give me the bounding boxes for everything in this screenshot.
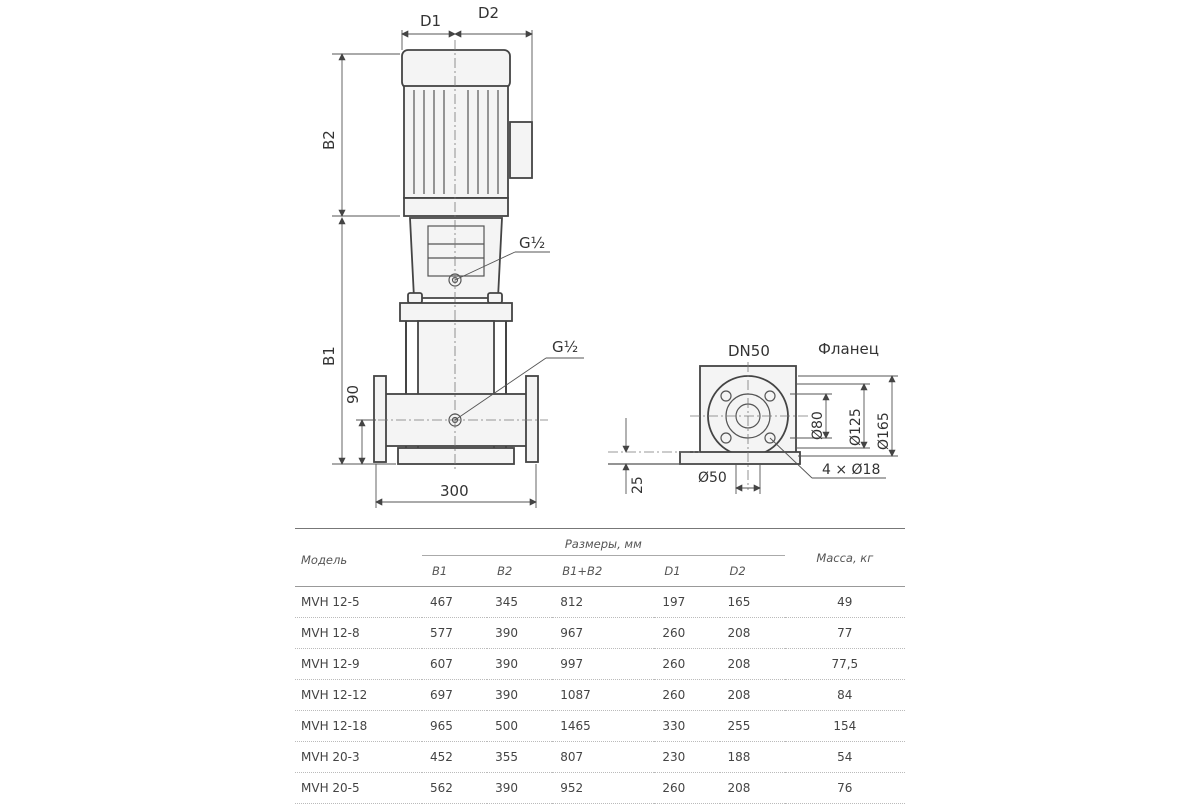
cell-mass: 77 bbox=[785, 618, 905, 649]
header-col-d1: D1 bbox=[664, 564, 681, 578]
label-g-top: G½ bbox=[519, 234, 546, 252]
label-d2: D2 bbox=[478, 4, 500, 22]
cell-b1b2: 1087 bbox=[552, 680, 654, 711]
cell-b1: 562 bbox=[422, 773, 487, 804]
cell-b2: 390 bbox=[487, 649, 552, 680]
table-row bbox=[295, 773, 905, 804]
pump-front-view bbox=[360, 40, 548, 470]
cell-model: MVH 12-8 bbox=[295, 618, 422, 649]
cell-d1: 260 bbox=[654, 680, 719, 711]
label-d50: Ø50 bbox=[698, 470, 727, 486]
label-d165: Ø165 bbox=[876, 412, 892, 450]
cell-mass: 76 bbox=[785, 773, 905, 804]
cell-b1b2: 997 bbox=[552, 649, 654, 680]
cell-d1: 260 bbox=[654, 649, 719, 680]
cell-mass: 49 bbox=[785, 587, 905, 618]
dimensions-table bbox=[295, 528, 905, 804]
cell-d2: 208 bbox=[720, 773, 785, 804]
label-d80: Ø80 bbox=[810, 411, 826, 440]
cell-mass: 84 bbox=[785, 680, 905, 711]
cell-d1: 260 bbox=[654, 618, 719, 649]
cell-b1b2: 1465 bbox=[552, 711, 654, 742]
cell-model: MVH 12-18 bbox=[295, 711, 422, 742]
cell-model: MVH 12-12 bbox=[295, 680, 422, 711]
cell-d2: 188 bbox=[720, 742, 785, 773]
header-col-b2: B2 bbox=[497, 564, 513, 578]
cell-b1: 452 bbox=[422, 742, 487, 773]
cell-b1: 607 bbox=[422, 649, 487, 680]
cell-d2: 165 bbox=[720, 587, 785, 618]
header-model: Модель bbox=[301, 553, 348, 567]
header-dimensions: Размеры, мм bbox=[422, 529, 785, 556]
cell-b2: 355 bbox=[487, 742, 552, 773]
cell-d1: 230 bbox=[654, 742, 719, 773]
cell-b1b2: 952 bbox=[552, 773, 654, 804]
cell-b1: 467 bbox=[422, 587, 487, 618]
cell-d2: 208 bbox=[720, 618, 785, 649]
cell-d2: 255 bbox=[720, 711, 785, 742]
cell-model: MVH 12-5 bbox=[295, 587, 422, 618]
cell-b2: 345 bbox=[487, 587, 552, 618]
table-row bbox=[295, 711, 905, 742]
table-row bbox=[295, 587, 905, 618]
cell-b1b2: 812 bbox=[552, 587, 654, 618]
label-b1: B1 bbox=[320, 346, 338, 366]
table-row bbox=[295, 618, 905, 649]
cell-b2: 390 bbox=[487, 680, 552, 711]
label-25: 25 bbox=[630, 476, 646, 494]
header-col-b1: B1 bbox=[432, 564, 448, 578]
label-holes: 4 × Ø18 bbox=[822, 462, 881, 478]
cell-b1: 965 bbox=[422, 711, 487, 742]
cell-b1b2: 967 bbox=[552, 618, 654, 649]
cell-b2: 500 bbox=[487, 711, 552, 742]
label-g-bottom: G½ bbox=[552, 338, 579, 356]
table-row bbox=[295, 649, 905, 680]
cell-b2: 390 bbox=[487, 618, 552, 649]
cell-d2: 208 bbox=[720, 649, 785, 680]
cell-d1: 260 bbox=[654, 773, 719, 804]
cell-b2: 390 bbox=[487, 773, 552, 804]
cell-b1b2: 807 bbox=[552, 742, 654, 773]
cell-mass: 54 bbox=[785, 742, 905, 773]
table-row bbox=[295, 742, 905, 773]
cell-model: MVH 20-5 bbox=[295, 773, 422, 804]
cell-d1: 330 bbox=[654, 711, 719, 742]
cell-mass: 77,5 bbox=[785, 649, 905, 680]
header-col-d2: D2 bbox=[729, 564, 746, 578]
cell-d2: 208 bbox=[720, 680, 785, 711]
label-d125: Ø125 bbox=[848, 408, 864, 446]
cell-d1: 197 bbox=[654, 587, 719, 618]
label-300: 300 bbox=[440, 482, 469, 500]
cell-b1: 697 bbox=[422, 680, 487, 711]
header-col-b1b2: B1+B2 bbox=[562, 564, 603, 578]
label-d1: D1 bbox=[420, 12, 442, 30]
label-b2: B2 bbox=[320, 130, 338, 150]
table-row bbox=[295, 680, 905, 711]
cell-b1: 577 bbox=[422, 618, 487, 649]
label-90: 90 bbox=[344, 384, 362, 404]
cell-model: MVH 20-3 bbox=[295, 742, 422, 773]
cell-mass: 154 bbox=[785, 711, 905, 742]
header-mass: Масса, кг bbox=[816, 550, 874, 565]
label-flange-title: Фланец bbox=[818, 340, 879, 358]
cell-model: MVH 12-9 bbox=[295, 649, 422, 680]
label-dn50: DN50 bbox=[728, 342, 770, 360]
